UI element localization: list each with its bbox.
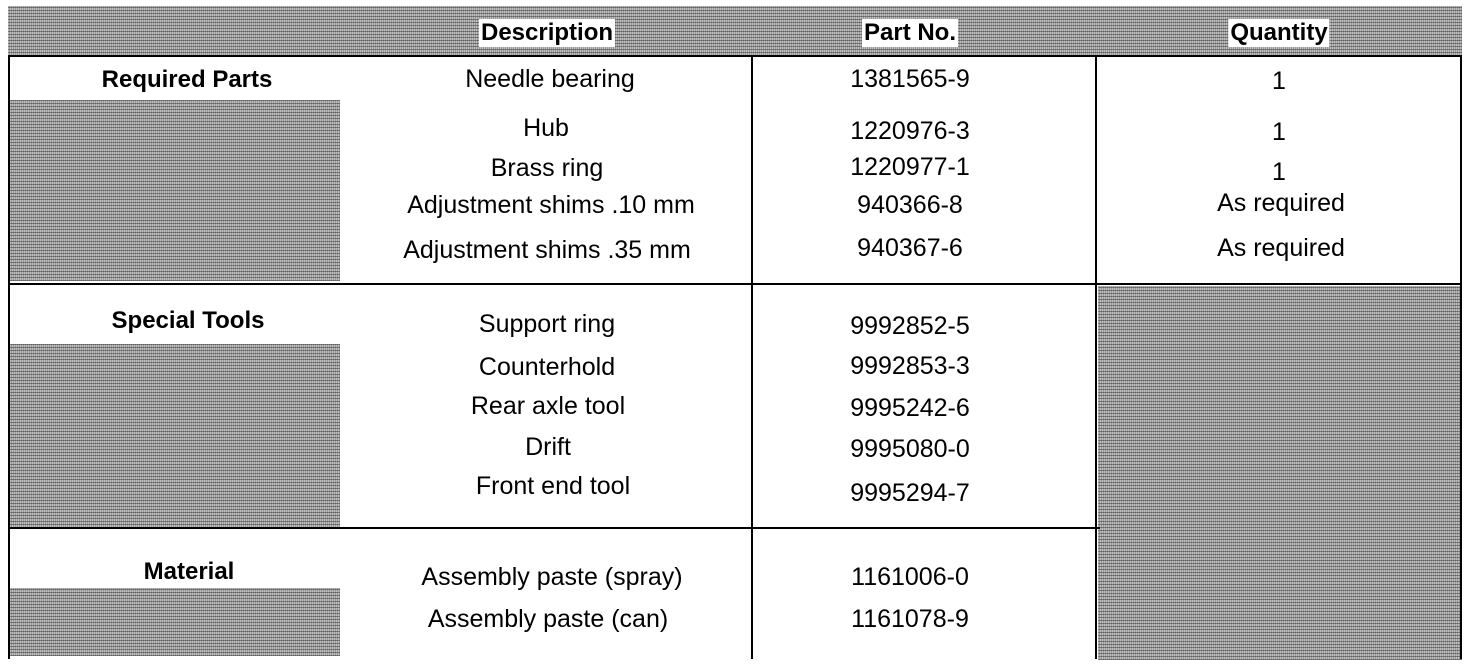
desc-shims-35: Adjustment shims .35 mm [403,236,691,264]
section-title-required-parts: Required Parts [101,66,273,93]
desc-support-ring: Support ring [478,310,616,338]
part-rear-axle-tool: 9995242-6 [850,394,970,422]
part-support-ring: 9992852-5 [850,312,970,340]
desc-counterhold: Counterhold [478,353,616,381]
header-quantity: Quantity [1230,19,1328,46]
section-title-material: Material [143,558,235,585]
rule-left [8,55,10,659]
qty-hub: 1 [1272,118,1286,146]
desc-rear-axle-tool: Rear axle tool [470,392,626,420]
qty-brass-ring: 1 [1272,158,1286,186]
rule-part-quantity [1095,55,1097,659]
material-shade [10,588,340,656]
rule-section-1 [8,283,1462,285]
desc-brass-ring: Brass ring [490,154,604,182]
rule-right [1460,55,1462,659]
part-paste-can: 1161078-9 [851,605,969,633]
desc-drift: Drift [525,433,571,461]
quantity-shade [1098,286,1462,660]
part-shims-35: 940367-6 [857,234,963,262]
part-needle-bearing: 1381565-9 [850,65,970,93]
desc-front-end-tool: Front end tool [475,472,631,500]
rule-description-part [751,55,753,659]
part-paste-spray: 1161006-0 [851,563,969,591]
part-brass-ring: 1220977-1 [850,153,970,181]
qty-shims-10: As required [1217,189,1345,217]
desc-paste-spray: Assembly paste (spray) [421,563,683,591]
desc-hub: Hub [523,114,569,142]
qty-needle-bearing: 1 [1272,67,1286,95]
required-parts-shade [10,100,340,281]
rule-section-2 [8,527,1100,529]
part-front-end-tool: 9995294-7 [850,479,970,507]
part-shims-10: 940366-8 [857,191,963,219]
section-title-special-tools: Special Tools [111,307,265,334]
part-drift: 9995080-0 [850,435,970,463]
desc-paste-can: Assembly paste (can) [427,605,669,633]
desc-shims-10: Adjustment shims .10 mm [407,191,695,219]
header-part-no: Part No. [863,19,957,46]
rule-header [8,55,1462,57]
part-hub: 1220976-3 [850,117,970,145]
special-tools-shade [10,344,340,528]
qty-shims-35: As required [1217,234,1345,262]
header-description: Description [480,19,614,46]
desc-needle-bearing: Needle bearing [465,65,635,93]
part-counterhold: 9992853-3 [850,352,970,380]
